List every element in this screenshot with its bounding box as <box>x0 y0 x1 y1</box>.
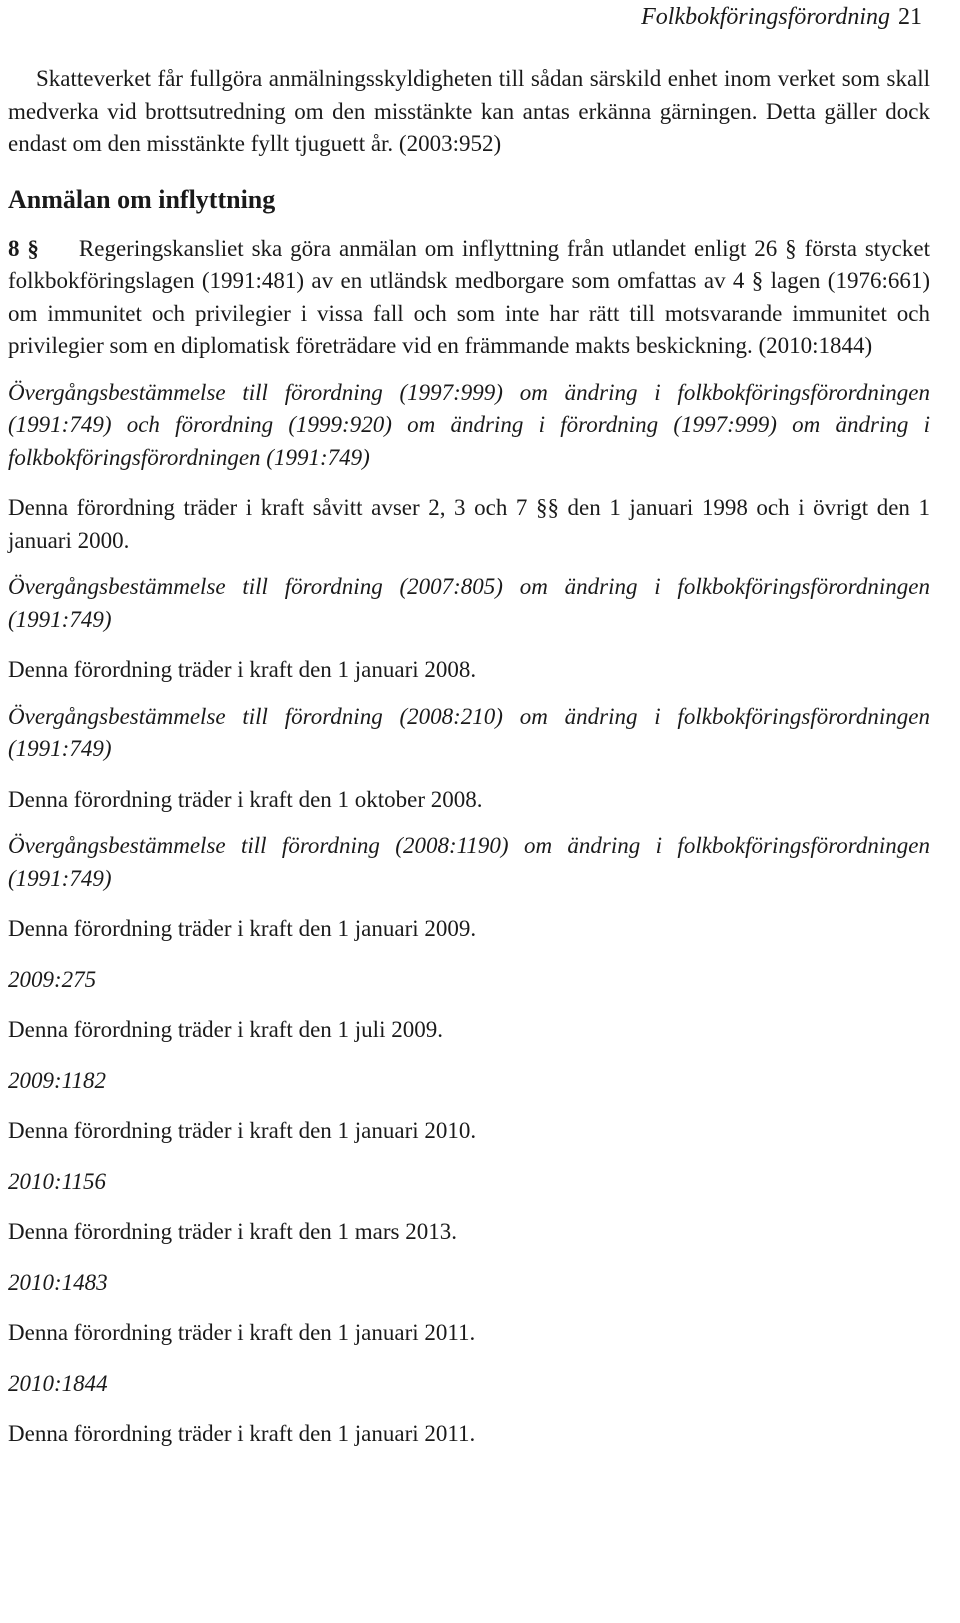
section-heading: Anmälan om inflyttning <box>8 184 276 214</box>
section-8-text: Regeringskansliet ska göra anmälan om inflyttning från utlandet enligt 26 § första stycket folkbokföringslagen (1991:481) av en utländsk medborgare som omfattas av 4 § lagen (1976:661) om immunitet och privilegier i vissa fall och som inte har rätt till motsvarande immunitet och privilegier som en diplomatisk företrädare vid en främmande makts beskickning. (2010:1844) <box>8 235 930 358</box>
transitional-body: Denna förordning träder i kraft den 1 oktober 2008. <box>8 786 483 812</box>
section-8-paragraph <box>8 233 930 363</box>
transitional-title: Övergångsbestämmelse till förordning (2007:805) om ändring i folkbokföringsförordningen (1991:749) <box>8 574 930 632</box>
amendment-reference: 2010:1483 <box>8 1269 108 1295</box>
amendment-body: Denna förordning träder i kraft den 1 januari 2011. <box>8 1320 476 1345</box>
amendment-body: Denna förordning träder i kraft den 1 januari 2010. <box>8 1118 477 1143</box>
amendment-reference: 2009:275 <box>8 966 97 992</box>
amendment-body: Denna förordning träder i kraft den 1 juli 2009. <box>8 1017 443 1042</box>
intro-paragraph: Skatteverket får fullgöra anmälningsskyldigheten till sådan särskild enhet inom verket som skall medverka vid brottsutredning om den misstänkte kan antas erkänna gärningen. Detta gäller dock endast om den misstänkte fyllt tjuguett år. (2003:952) <box>8 66 930 156</box>
amendment-body: Denna förordning träder i kraft den 1 mars 2013. <box>8 1219 457 1244</box>
amendment-reference: 2010:1156 <box>8 1168 106 1194</box>
header-title: Folkbokföringsförordning <box>641 4 890 30</box>
page-number: 21 <box>898 4 922 30</box>
transitional-body: Denna förordning träder i kraft den 1 januari 2008. <box>8 657 477 682</box>
transitional-title: Övergångsbestämmelse till förordning (2008:1190) om ändring i folkbokföringsförordningen (1991:749) <box>8 833 930 891</box>
transitional-title: Övergångsbestämmelse till förordning (1997:999) om ändring i folkbokföringsförordningen (1991:749) och förordning (1999:920) om ändring i förordning (1997:999) om ändring i folkbokföringsförordningen (1991:749) <box>8 379 930 470</box>
amendment-reference: 2010:1844 <box>8 1370 108 1396</box>
amendment-reference: 2009:1182 <box>8 1067 106 1093</box>
running-header <box>8 0 960 32</box>
amendment-body: Denna förordning träder i kraft den 1 januari 2011. <box>8 1421 476 1446</box>
section-number: 8 § <box>8 235 39 261</box>
transitional-body: Denna förordning träder i kraft såvitt avser 2, 3 och 7 §§ den 1 januari 1998 och i övrigt den 1 januari 2000. <box>8 495 930 553</box>
transitional-title: Övergångsbestämmelse till förordning (2008:210) om ändring i folkbokföringsförordningen (1991:749) <box>8 703 930 761</box>
transitional-body: Denna förordning träder i kraft den 1 januari 2009. <box>8 916 477 941</box>
